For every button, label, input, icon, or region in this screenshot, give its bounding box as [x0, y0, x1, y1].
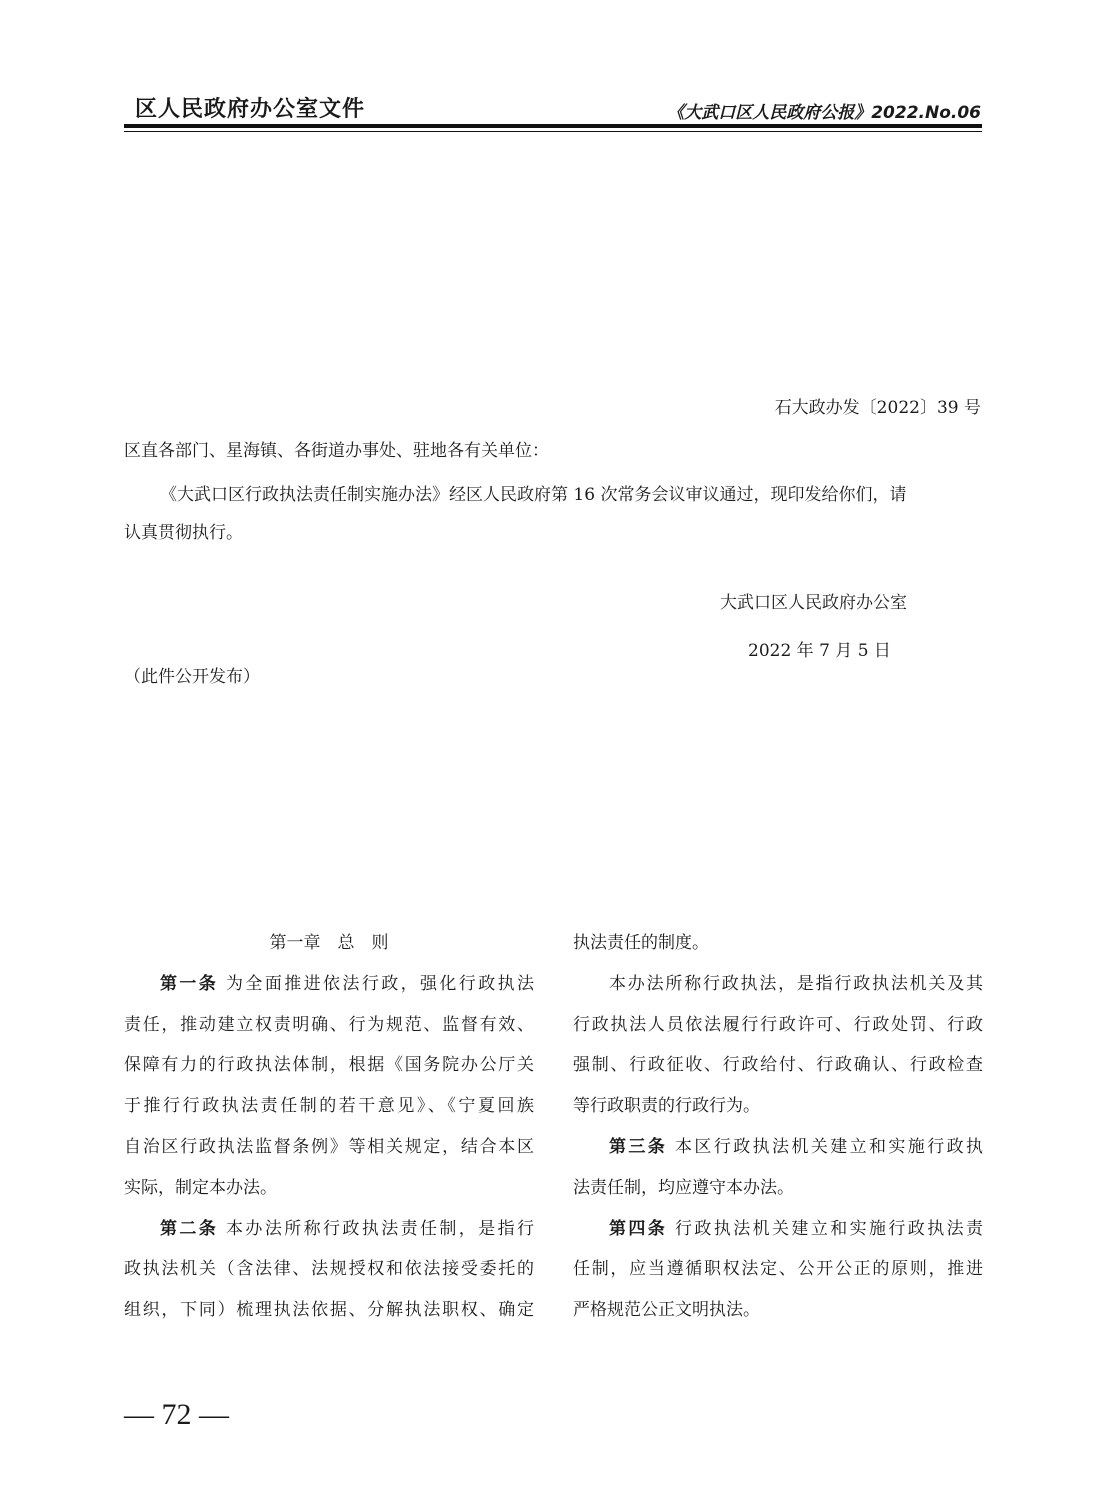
article-3-line: 法责任制，均应遵守本办法。 — [573, 1177, 794, 1198]
article-4-label: 第四条 — [609, 1218, 668, 1239]
article-1-line: 实际，制定本办法。 — [124, 1177, 277, 1198]
header-rule-thin — [124, 131, 982, 132]
article-1-line: 自治区行政执法监督条例》等相关规定，结合本区 — [124, 1136, 534, 1157]
header-title: 区人民政府办公室文件 — [135, 97, 366, 122]
public-release-note: （此件公开发布） — [124, 667, 260, 687]
right-column — [573, 923, 983, 1331]
left-column — [124, 923, 534, 1331]
page-number: — 72 — — [124, 1398, 229, 1431]
article-2-label: 第二条 — [160, 1218, 219, 1239]
article-2-line: 执法责任的制度。 — [573, 933, 709, 953]
issuer: 大武口区人民政府办公室 — [720, 593, 907, 613]
article-1-line: 保障有力的行政执法体制，根据《国务院办公厅关 — [124, 1055, 534, 1076]
document-number: 石大政办发〔2022〕39 号 — [774, 398, 981, 418]
definition-line: 行政执法人员依法履行行政许可、行政处罚、行政 — [573, 1014, 983, 1035]
article-1-line: 第一条 为全面推进依法行政，强化行政执法 — [160, 973, 535, 994]
article-1-line: 于推行行政执法责任制的若干意见》、《宁夏回族 — [124, 1096, 534, 1117]
definition-line: 等行政职责的行政行为。 — [573, 1096, 760, 1117]
definition-line: 强制、行政征收、行政给付、行政确认、行政检查 — [573, 1055, 983, 1076]
header-rule-thick — [124, 124, 982, 128]
article-3-line: 第三条 本区行政执法机关建立和实施行政执 — [609, 1136, 984, 1157]
gazette-issue: 《大武口区人民政府公报》2022.No.06 — [667, 103, 981, 123]
definition-line: 本办法所称行政执法，是指行政执法机关及其 — [609, 973, 983, 994]
addressee: 区直各部门、星海镇、各街道办事处、驻地各有关单位： — [124, 441, 549, 461]
article-4-line: 严格规范公正文明执法。 — [573, 1300, 760, 1321]
article-4-line: 任制，应当遵循职权法定、公开公正的原则，推进 — [573, 1259, 983, 1280]
chapter-title: 第一章 总 则 — [269, 933, 389, 953]
article-2-line: 第二条 本办法所称行政执法责任制，是指行 — [160, 1218, 535, 1239]
article-1-label: 第一条 — [160, 973, 219, 994]
notice-body-line: 《大武口区行政执法责任制实施办法》经区人民政府第 16 次常务会议审议通过，现印发给你们，请 — [160, 485, 907, 505]
article-1-line: 责任，推动建立权责明确、行为规范、监督有效、 — [124, 1014, 534, 1035]
article-2-line: 组织，下同）梳理执法依据、分解执法职权、确定 — [124, 1300, 534, 1321]
issue-date: 2022 年 7 月 5 日 — [748, 641, 891, 661]
article-3-label: 第三条 — [609, 1136, 668, 1157]
article-2-line: 政执法机关（含法律、法规授权和依法接受委托的 — [124, 1259, 534, 1280]
notice-body-line: 认真贯彻执行。 — [124, 523, 243, 543]
article-4-line: 第四条 行政执法机关建立和实施行政执法责 — [609, 1218, 984, 1239]
